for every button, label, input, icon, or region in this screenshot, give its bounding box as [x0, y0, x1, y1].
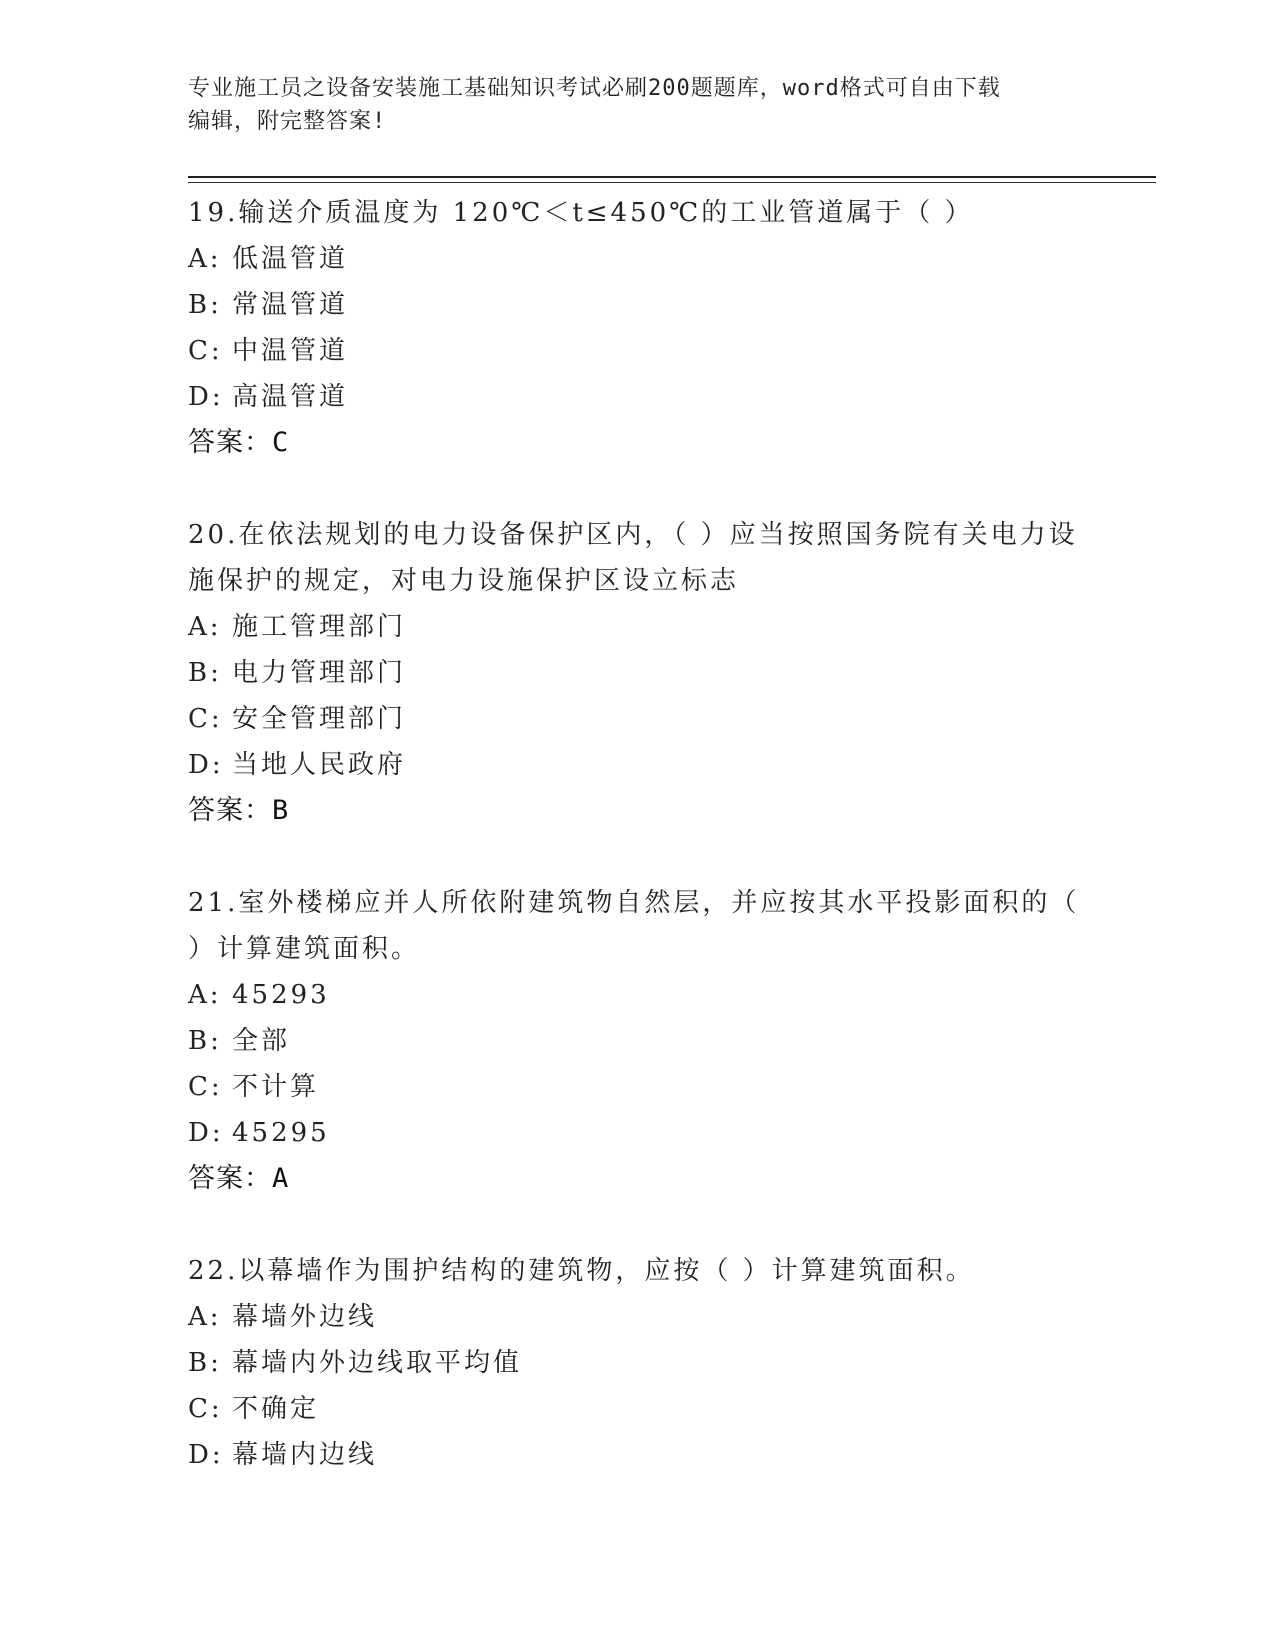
option-text: 全部	[232, 1026, 291, 1056]
option-b	[188, 650, 1088, 696]
option-a	[188, 236, 1088, 282]
question-list	[188, 190, 1091, 1524]
option-text: 施工管理部门	[232, 612, 407, 642]
answer-line: 答案：C	[188, 427, 290, 458]
option-text: 中温管道	[232, 336, 349, 366]
option-letter: C:	[188, 1072, 223, 1102]
option-b	[188, 1340, 1088, 1386]
option-c	[188, 696, 1088, 742]
question-22	[188, 1248, 1088, 1478]
option-letter: C:	[188, 336, 223, 366]
option-c	[188, 328, 1088, 374]
answer-line: 答案：A	[188, 1163, 290, 1194]
header-line-1: 专业施工员之设备安装施工基础知识考试必刷200题题库，word格式可自由下载	[188, 76, 1001, 101]
option-d	[188, 742, 1088, 788]
option-text: 45295	[232, 1118, 330, 1148]
header-line-2: 编辑，附完整答案!	[188, 109, 387, 134]
option-b	[188, 1018, 1088, 1064]
option-text: 幕墙外边线	[232, 1302, 378, 1332]
option-letter: C:	[188, 704, 223, 734]
option-b	[188, 282, 1088, 328]
option-letter: A:	[188, 612, 222, 642]
option-text: 常温管道	[232, 290, 349, 320]
option-letter: D:	[188, 750, 224, 780]
option-text: 幕墙内边线	[232, 1440, 378, 1470]
option-text: 幕墙内外边线取平均值	[232, 1348, 523, 1378]
option-text: 电力管理部门	[232, 658, 407, 688]
option-letter: B:	[188, 1348, 222, 1378]
option-c	[188, 1386, 1088, 1432]
answer-line: 答案：B	[188, 795, 290, 826]
option-text: 不确定	[232, 1394, 320, 1424]
question-20	[188, 512, 1088, 834]
option-letter: A:	[188, 980, 222, 1010]
question-19	[188, 190, 1088, 466]
option-letter: D:	[188, 1118, 224, 1148]
option-d	[188, 1432, 1088, 1478]
option-c	[188, 1064, 1088, 1110]
option-text: 45293	[232, 980, 330, 1010]
question-text: 22.以幕墙作为围护结构的建筑物，应按（ ）计算建筑面积。	[188, 1256, 975, 1286]
option-letter: D:	[188, 382, 224, 412]
option-text: 低温管道	[232, 244, 349, 274]
option-letter: B:	[188, 658, 222, 688]
option-letter: D:	[188, 1440, 224, 1470]
option-letter: A:	[188, 1302, 222, 1332]
option-text: 高温管道	[232, 382, 349, 412]
question-text: 20.在依法规划的电力设备保护区内，（ ）应当按照国务院有关电力设施保护的规定，对电力设施保护区设立标志	[188, 520, 1078, 596]
option-a	[188, 1294, 1088, 1340]
option-text: 当地人民政府	[232, 750, 407, 780]
header-rule-thick	[188, 176, 1156, 178]
option-letter: B:	[188, 290, 222, 320]
option-text: 不计算	[232, 1072, 320, 1102]
header-rule-thin	[188, 182, 1156, 183]
option-letter: C:	[188, 1394, 223, 1424]
option-letter: A:	[188, 244, 222, 274]
document-header	[188, 72, 1068, 138]
question-21	[188, 880, 1091, 1202]
option-text: 安全管理部门	[232, 704, 407, 734]
option-a	[188, 972, 1088, 1018]
question-text: 21.室外楼梯应并人所依附建筑物自然层，并应按其水平投影面积的（ ）计算建筑面积。	[188, 888, 1091, 964]
option-d	[188, 1110, 1088, 1156]
option-a	[188, 604, 1088, 650]
question-text: 19.输送介质温度为 120℃＜t≤450℃的工业管道属于（ ）	[188, 198, 974, 228]
option-letter: B:	[188, 1026, 222, 1056]
option-d	[188, 374, 1088, 420]
